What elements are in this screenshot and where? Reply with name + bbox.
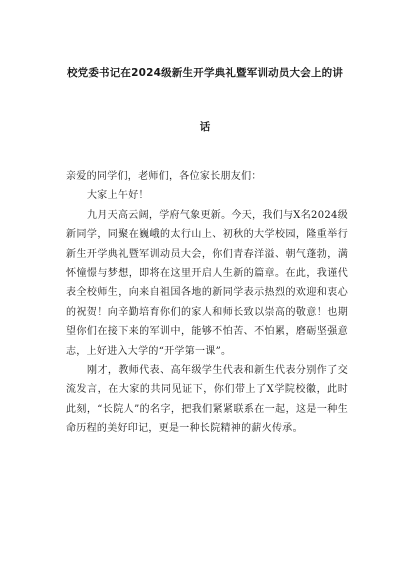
paragraph-2: 刚才，教师代表、高年级学生代表和新生代表分别作了交流发言，在大家的共同见证下，你们带上了X学院校徽，此时此刻，“长院人”的名字，把我们紧紧联系在一起，这是一种生命历程的美好印记，更是一种长院精神的薪火传承。 bbox=[66, 365, 348, 435]
greeting: 大家上午好！ bbox=[87, 190, 149, 202]
salutation: 亲爱的同学们，老师们，各位家长朋友们： bbox=[66, 171, 262, 182]
document-title-line-1: 校党委书记在2024级新生开学典礼暨军训动员大会上的讲 bbox=[66, 67, 344, 79]
document-body bbox=[66, 167, 348, 439]
document-title-line-2: 话 bbox=[199, 121, 211, 133]
paragraph-1: 九月天高云阔，学府气象更新。今天，我们与X名2024级新同学，同聚在巍峨的太行山上、初秋的大学校园，隆重举行新生开学典礼暨军训动员大会，你们青春洋溢、朝气蓬勃，满怀憧憬与梦想，即将在这里开启人生新的篇章。在此，我谨代表全校师生，向来自祖国各地的新同学表示热烈的欢迎和衷心的祝贺！向辛勤培育你们的家人和师长致以崇高的敬意！也期望你们在接下来的军训中，能够不怕苦、不怕累，磨砺坚强意志，上好进入大学的“开学第一课”。 bbox=[66, 209, 348, 357]
